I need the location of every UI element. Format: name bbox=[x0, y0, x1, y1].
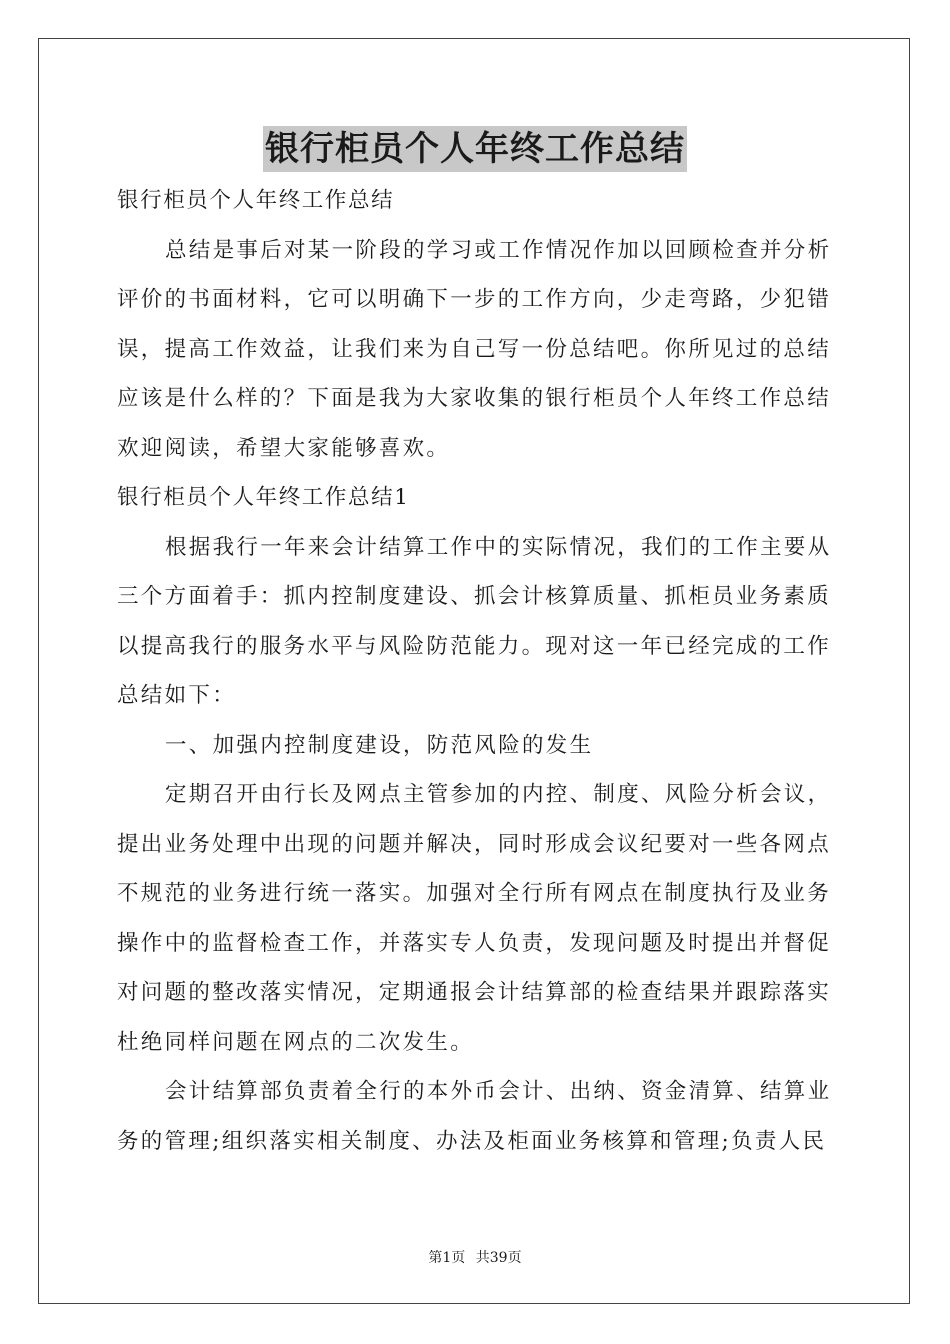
paragraph-line: 总结如下： bbox=[117, 683, 237, 708]
paragraph-line: 评价的书面材料，它可以明确下一步的工作方向，少走弯路，少犯错 bbox=[117, 287, 832, 312]
page-footer bbox=[0, 1247, 950, 1267]
page-total: 共39页 bbox=[475, 1250, 522, 1266]
subtitle-line: 银行柜员个人年终工作总结 bbox=[117, 188, 395, 213]
paragraph-line: 操作中的监督检查工作，并落实专人负责，发现问题及时提出并督促 bbox=[117, 930, 832, 956]
subheading-line: 一、加强内控制度建设，防范风险的发生 bbox=[165, 732, 594, 758]
paragraph-line: 会计结算部负责着全行的本外币会计、出纳、资金清算、结算业 bbox=[165, 1079, 832, 1104]
paragraph-line: 杜绝同样问题在网点的二次发生。 bbox=[117, 1029, 475, 1055]
title-wrap bbox=[0, 126, 950, 172]
paragraph-line: 务的管理;组织落实相关制度、办法及柜面业务核算和管理;负责人民 bbox=[117, 1128, 827, 1154]
paragraph-line: 应该是什么样的？下面是我为大家收集的银行柜员个人年终工作总结 bbox=[117, 386, 832, 411]
page-number: 第1页 bbox=[428, 1250, 466, 1266]
paragraph-line: 总结是事后对某一阶段的学习或工作情况作加以回顾检查并分析 bbox=[165, 237, 832, 263]
paragraph-line: 误，提高工作效益，让我们来为自己写一份总结吧。你所见过的总结 bbox=[117, 336, 832, 362]
paragraph-line: 以提高我行的服务水平与风险防范能力。现对这一年已经完成的工作 bbox=[117, 633, 832, 659]
document-title: 银行柜员个人年终工作总结 bbox=[263, 126, 687, 172]
paragraph-line: 定期召开由行长及网点主管参加的内控、制度、风险分析会议， bbox=[165, 782, 832, 807]
paragraph-line: 对问题的整改落实情况，定期通报会计结算部的检查结果并跟踪落实 bbox=[117, 980, 832, 1005]
paragraph-line: 三个方面着手：抓内控制度建设、抓会计核算质量、抓柜员业务素质 bbox=[117, 584, 832, 609]
paragraph-line: 根据我行一年来会计结算工作中的实际情况，我们的工作主要从 bbox=[165, 534, 832, 560]
paragraph-line: 欢迎阅读，希望大家能够喜欢。 bbox=[117, 435, 451, 461]
section-heading: 银行柜员个人年终工作总结1 bbox=[117, 485, 410, 510]
paragraph-line: 提出业务处理中出现的问题并解决，同时形成会议纪要对一些各网点 bbox=[117, 831, 832, 857]
paragraph-line: 不规范的业务进行统一落实。加强对全行所有网点在制度执行及业务 bbox=[117, 881, 832, 906]
document-body bbox=[117, 176, 833, 1166]
